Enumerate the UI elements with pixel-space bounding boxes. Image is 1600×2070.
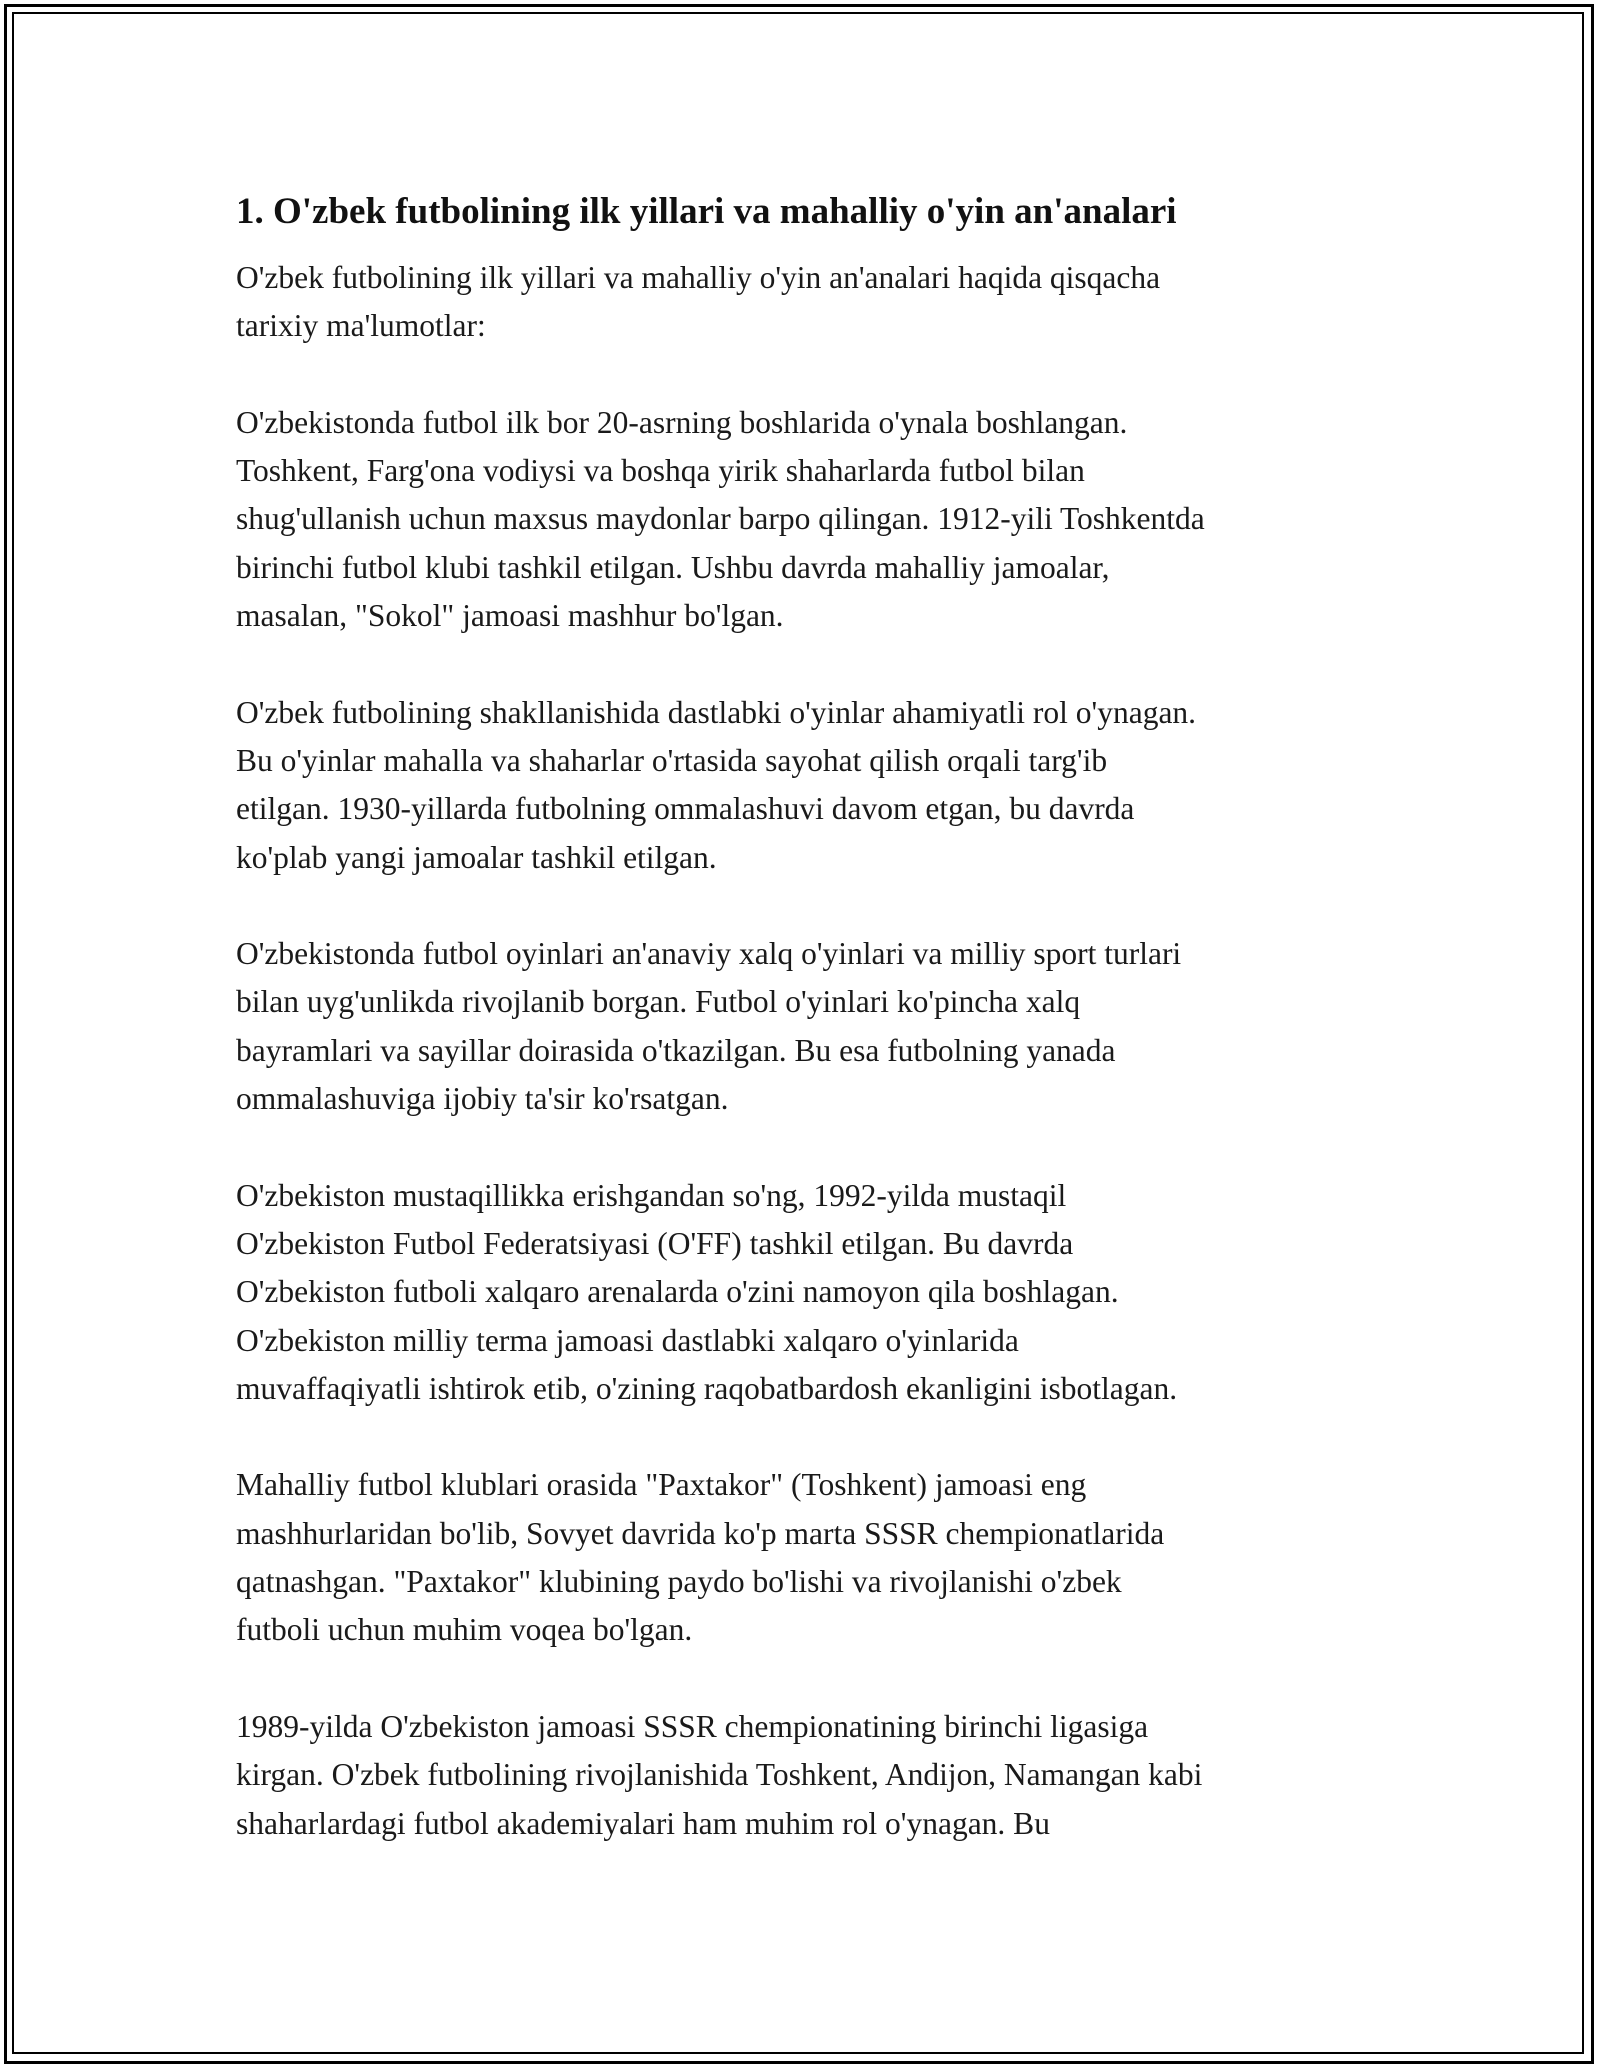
text-line: 1989-yilda O'zbekiston jamoasi SSSR chempionatining birinchi ligasiga <box>236 1708 1149 1744</box>
text-line: O'zbekiston milliy terma jamoasi dastlabki xalqaro o'yinlarida <box>236 1322 1019 1358</box>
text-line: ommalashuviga ijobiy ta'sir ko'rsatgan. <box>236 1081 729 1117</box>
text-line: tarixiy ma'lumotlar: <box>236 308 486 344</box>
document-body <box>236 186 1376 1896</box>
text-line: O'zbekiston Futbol Federatsiyasi (O'FF) tashkil etilgan. Bu davrda <box>236 1225 1074 1261</box>
text-line: O'zbek futbolining ilk yillari va mahalliy o'yin an'analari haqida qisqacha <box>236 260 1161 295</box>
text-line: qatnashgan. "Paxtakor" klubining paydo bo'lishi va rivojlanishi o'zbek <box>236 1564 1122 1600</box>
text-line: O'zbekiston mustaqillikka erishgandan so'ng, 1992-yilda mustaqil <box>236 1177 1067 1213</box>
paragraph-first-games <box>236 689 1376 882</box>
paragraph-early-football <box>236 399 1376 640</box>
text-line: O'zbekiston futboli xalqaro arenalarda o'zini namoyon qila boshlagan. <box>236 1274 1119 1310</box>
text-line: birinchi futbol klubi tashkil etilgan. Ushbu davrda mahalliy jamoalar, <box>236 549 1110 585</box>
text-line: futboli uchun muhim voqea bo'lgan. <box>236 1612 693 1648</box>
text-line: bayramlari va sayillar doirasida o'tkazilgan. Bu esa futbolning yanada <box>236 1032 1116 1068</box>
text-line: kirgan. O'zbek futbolining rivojlanishida Toshkent, Andijon, Namangan kabi <box>236 1757 1203 1793</box>
paragraph-independence <box>236 1172 1376 1413</box>
text-line: O'zbekistonda futbol oyinlari an'anaviy xalq o'yinlari va milliy sport turlari <box>236 936 1182 972</box>
text-line: Toshkent, Farg'ona vodiysi va boshqa yirik shaharlarda futbol bilan <box>236 453 1085 489</box>
text-line: etilgan. 1930-yillarda futbolning ommalashuvi davom etgan, bu davrda <box>236 791 1135 827</box>
text-line: ko'plab yangi jamoalar tashkil etilgan. <box>236 839 717 875</box>
text-line: Mahalliy futbol klublari orasida "Paxtakor" (Toshkent) jamoasi eng <box>236 1467 1087 1503</box>
text-line: Bu o'yinlar mahalla va shaharlar o'rtasida sayohat qilish orqali targ'ib <box>236 742 1108 778</box>
text-line: O'zbek futbolining shakllanishida dastlabki o'yinlar ahamiyatli rol o'ynagan. <box>236 694 1197 730</box>
text-line: muvaffaqiyatli ishtirok etib, o'zining raqobatbardosh ekanligini isbotlagan. <box>236 1370 1178 1406</box>
text-line: bilan uyg'unlikda rivojlanib borgan. Futbol o'yinlari ko'pincha xalq <box>236 984 1081 1020</box>
paragraph-1989 <box>236 1703 1376 1848</box>
paragraph-traditions <box>236 930 1376 1123</box>
paragraph-intro <box>236 254 1376 351</box>
text-line: masalan, "Sokol" jamoasi mashhur bo'lgan. <box>236 598 784 634</box>
text-line: shaharlardagi futbol akademiyalari ham muhim rol o'ynagan. Bu <box>236 1805 1050 1841</box>
text-line: mashhurlaridan bo'lib, Sovyet davrida ko'p marta SSSR chempionatlarida <box>236 1515 1165 1551</box>
section-heading: 1. O'zbek futbolining ilk yillari va mahalliy o'yin an'analari <box>236 191 1177 232</box>
paragraph-paxtakor <box>236 1461 1376 1654</box>
text-line: shug'ullanish uchun maxsus maydonlar barpo qilingan. 1912-yili Toshkentda <box>236 501 1205 537</box>
text-line: O'zbekistonda futbol ilk bor 20-asrning boshlarida o'ynala boshlangan. <box>236 404 1128 440</box>
